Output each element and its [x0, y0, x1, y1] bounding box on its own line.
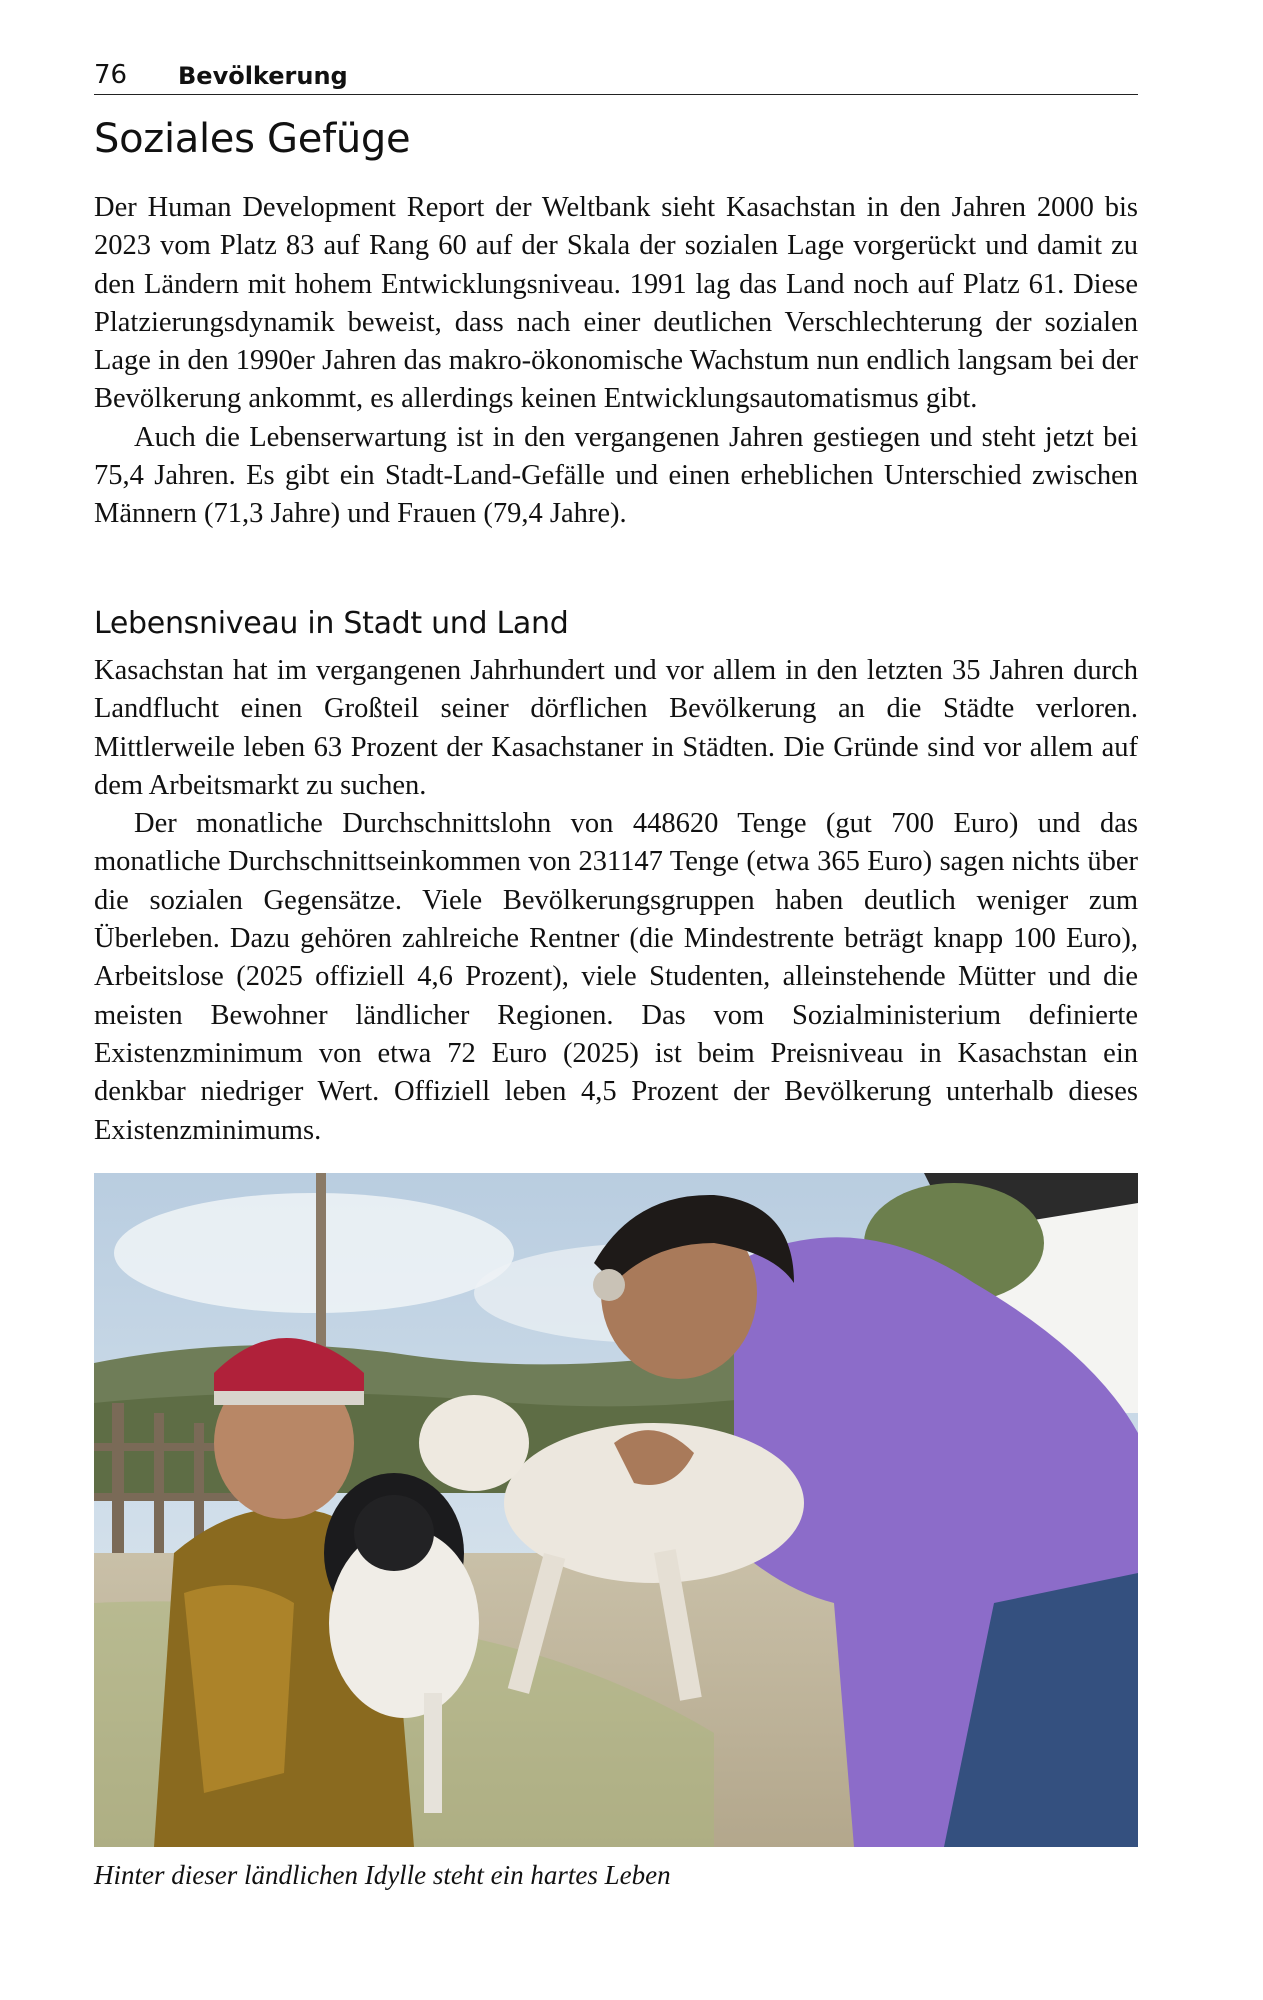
section-title: Bevölkerung — [178, 62, 348, 90]
paragraph: Der Human Development Report der Weltbank sieht Kasachstan in den Jahren 2000 bis 2023 vom Platz 83 auf Rang 60 auf der Skala der sozialen Lage vorgerückt und damit zu den Ländern mit hohem Entwicklungsniveau. 1991 lag das Land noch auf Platz 61. Diese Platzierungsdynamik beweist, dass nach einer deutlichen Verschlechterung der sozialen Lage in den 1990er Jahren das makro-ökonomische Wachstum nun endlich langsam bei der Bevölkerung ankommt, es allerdings keinen Entwicklungsautomatismus gibt. — [94, 192, 1138, 415]
subheading: Lebensniveau in Stadt und Land — [94, 606, 569, 641]
photo-children-with-lambs — [94, 1173, 1138, 1847]
paragraph: Kasachstan hat im vergangenen Jahrhundert und vor allem in den letzten 35 Jahren durch Landflucht einen Großteil seiner dörflichen Bevölkerung an die Städte verloren. Mittlerweile leben 63 Prozent der Kasachstaner in Städten. Die Gründe sind vor allem auf dem Arbeitsmarkt zu suchen. — [94, 655, 1138, 801]
body-text-section-1 — [94, 189, 1138, 534]
book-page — [94, 0, 1138, 2000]
photo-caption: Hinter dieser ländlichen Idylle steht ein hartes Leben — [94, 1860, 671, 1890]
paragraph: Auch die Lebenserwartung ist in den vergangenen Jahren gestiegen und steht jetzt bei 75,4 Jahren. Es gibt ein Stadt-Land-Gefälle und einen erheblichen Unterschied zwischen Männern (71,3 Jahre) und Frauen (79,4 Jahre). — [94, 421, 1138, 530]
chapter-heading: Soziales Gefüge — [94, 116, 411, 162]
paragraph: Der monatliche Durchschnittslohn von 448620 Tenge (gut 700 Euro) und das monatliche Durchschnittseinkommen von 231147 Tenge (etwa 365 Euro) sagen nichts über die sozialen Gegensätze. Viele Bevölkerungsgruppen haben deutlich weniger zum Überleben. Dazu gehören zahlreiche Rentner (die Mindestrente beträgt knapp 100 Euro), Arbeitslose (2025 offiziell 4,6 Prozent), viele Studenten, alleinstehende Mütter und die meisten Bewohner ländlicher Regionen. Das vom Sozialministerium definierte Existenzminimum von etwa 72 Euro (2025) ist beim Preisniveau in Kasachstan ein denkbar niedriger Wert. Offiziell leben 4,5 Prozent der Bevölkerung unterhalb dieses Existenzminimums. — [94, 808, 1138, 1146]
page-number: 76 — [94, 60, 128, 90]
body-text-section-2 — [94, 652, 1138, 1150]
running-header — [94, 58, 1138, 95]
